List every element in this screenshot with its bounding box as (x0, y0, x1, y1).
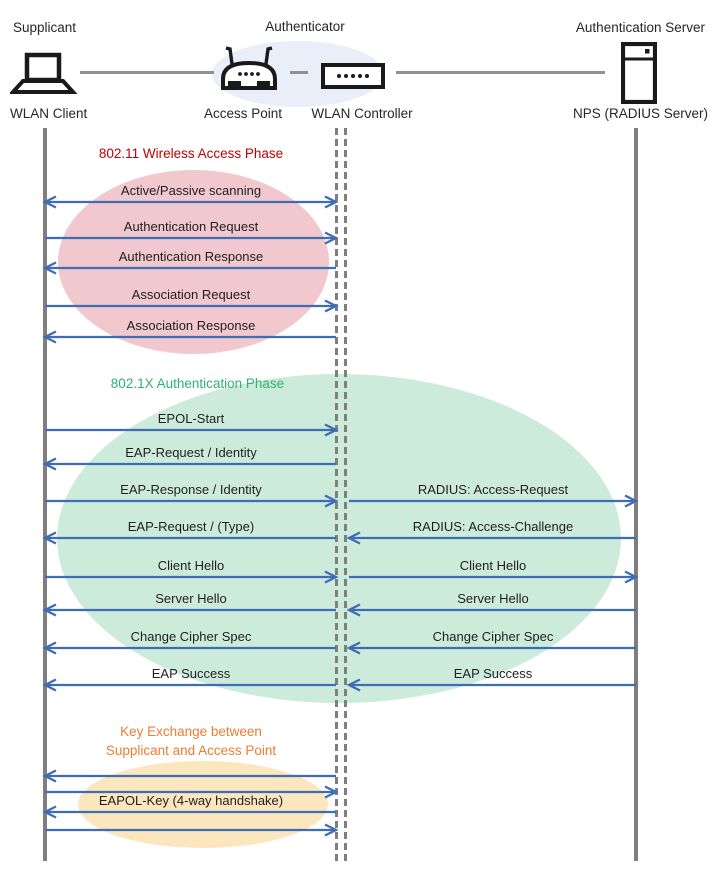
phase-title-8021x-authentication: 802.1X Authentication Phase (110, 376, 285, 391)
message-label: EAP Success (151, 666, 231, 681)
device-label-nps-radius-server: NPS (RADIUS Server) (572, 106, 708, 121)
message-label: EAP-Response / Identity (120, 482, 262, 497)
message-label: Server Hello (155, 591, 227, 606)
device-label-wlan-client: WLAN Client (10, 106, 88, 121)
message-label: Association Request (131, 287, 251, 302)
role-label-authenticator: Authenticator (265, 19, 345, 34)
message-label: Authentication Response (118, 249, 264, 264)
message-label: Client Hello (157, 558, 225, 573)
message-label: EAP-Request / Identity (125, 445, 257, 460)
message-label: EAP-Request / (Type) (127, 519, 255, 534)
role-label-authentication-server: Authentication Server (575, 20, 705, 35)
message-label: Client Hello (459, 558, 527, 573)
phase-title-80211-wireless-access: 802.11 Wireless Access Phase (98, 146, 284, 161)
phase-title-key-exchange (45, 722, 337, 760)
message-label: Active/Passive scanning (120, 183, 262, 198)
phase-title-key-exchange-line1: Key Exchange between (120, 724, 262, 739)
message-label: Server Hello (457, 591, 529, 606)
message-label: RADIUS: Access-Request (417, 482, 569, 497)
message-arrow (45, 825, 336, 836)
phase-title-key-exchange-line2: Supplicant and Access Point (105, 743, 277, 758)
device-label-access-point: Access Point (203, 106, 283, 121)
message-label: Change Cipher Spec (130, 629, 252, 644)
message-label: RADIUS: Access-Challenge (412, 519, 574, 534)
device-label-wlan-controller: WLAN Controller (311, 106, 413, 121)
message-arrow (45, 771, 336, 782)
message-label: EPOL-Start (157, 411, 225, 426)
message-label: EAPOL-Key (4-way handshake) (98, 793, 284, 808)
message-label: Association Response (126, 318, 256, 333)
message-label: EAP Success (453, 666, 533, 681)
message-label: Authentication Request (123, 219, 259, 234)
role-label-supplicant: Supplicant (13, 20, 77, 35)
message-label: Change Cipher Spec (432, 629, 554, 644)
